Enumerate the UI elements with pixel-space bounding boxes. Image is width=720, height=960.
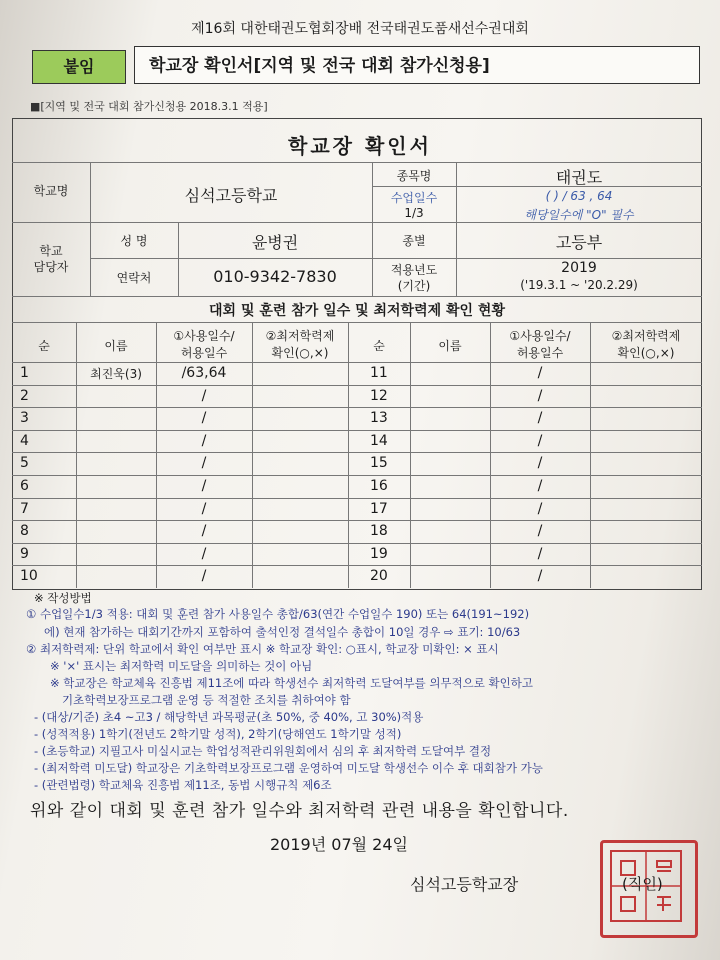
table-cell-left-days: /	[201, 387, 207, 404]
table-cell-left-name: 최진욱(3)	[90, 367, 142, 381]
event-title: 제16회 대한태권도협회장배 전국태권도품새선수권대회	[191, 21, 529, 37]
table-cell-left-days: /63,64	[181, 365, 227, 381]
principal-signature-line: 심석고등학교장	[410, 875, 519, 894]
days-note: 해당일수에 "O" 필수	[524, 208, 634, 222]
manager-label-2: 담당자	[33, 260, 69, 274]
apply-year: 2019	[561, 260, 597, 276]
table-cell-right-days: /	[537, 523, 543, 540]
table-cell-left-days: /	[201, 478, 207, 494]
table-cell-right-no: 14	[370, 432, 388, 449]
instruction-line-9: - (초등학교) 지필고사 미실시교는 학업성적관리위원회에서 심의 후 최저학력 도달여부 결정	[34, 744, 492, 758]
instruction-line-4: ※ '×' 표시는 최저학력 미도달을 의미하는 것이 아님	[50, 659, 313, 673]
seal-note: (직인)	[622, 875, 663, 893]
table-cell-right-no: 11	[370, 365, 388, 381]
col-days-right-2: 허용일수	[516, 346, 564, 360]
table-title: 대회 및 훈련 참가 일수 및 최저학력제 확인 현황	[209, 303, 505, 319]
form-note: ■[지역 및 전국 대회 참가신청용 2018.3.1 적용]	[30, 100, 268, 113]
apply-period: ('19.3.1 ~ '20.2.29)	[520, 278, 638, 292]
col-name-right: 이름	[438, 339, 462, 353]
form-title: 학교장 확인서	[288, 134, 432, 158]
instruction-line-1: ① 수업일수1/3 적용: 대회 및 훈련 참가 사용일수 총합/63(연간 수업일수 190) 또는 64(191~192)	[26, 607, 530, 621]
table-cell-right-days: /	[537, 432, 543, 449]
instruction-line-7: - (대상/기준) 초4 ~고3 / 해당학년 과목평균(초 50%, 중 40%, 고 30%)적용	[34, 710, 424, 724]
school-name: 심석고등학교	[184, 186, 278, 205]
issue-date: 2019년 07월 24일	[270, 835, 408, 854]
col-days-left-1: ①사용일수/	[173, 329, 235, 343]
table-cell-left-days: /	[201, 545, 207, 562]
event-value: 태권도	[555, 168, 603, 187]
table-cell-left-no: 8	[20, 523, 29, 540]
school-name-label: 학교명	[33, 184, 69, 198]
col-no-right: 순	[373, 339, 385, 353]
table-cell-left-no: 9	[20, 545, 29, 562]
table-cell-left-no: 4	[20, 432, 29, 449]
attachment-tag: 붙임	[32, 50, 126, 84]
instruction-line-2: 에) 현재 참가하는 대회기간까지 포함하여 출석인정 결석일수 총합이 10일 경우 ⇨ 표기: 10/63	[44, 625, 521, 639]
table-cell-right-no: 17	[370, 500, 388, 517]
instruction-line-10: - (최저학력 미도달) 학교장은 기초학력보장프로그램 운영하여 미도달 학생선수 이수 후 대회참가 가능	[34, 761, 543, 775]
table-cell-left-days: /	[201, 432, 207, 449]
contact-label: 연락처	[116, 271, 152, 285]
table-cell-right-no: 13	[370, 410, 388, 427]
days-label: 수업일수	[390, 191, 438, 205]
document-title: 학교장 확인서[지역 및 전국 대회 참가신청용]	[134, 46, 700, 84]
col-days-left-2: 허용일수	[180, 346, 228, 360]
table-cell-right-no: 19	[370, 545, 388, 562]
table-cell-right-no: 15	[370, 455, 388, 472]
col-name-left: 이름	[104, 339, 128, 353]
col-grade-right-1: ②최저학력제	[611, 329, 681, 343]
col-grade-left-2: 확인(○,×)	[271, 346, 329, 360]
instruction-line-11: - (관련법령) 학교체육 진흥법 제11조, 동법 시행규칙 제6조	[34, 778, 332, 792]
instructions-heading: ※ 작성방법	[34, 591, 92, 605]
table-cell-left-days: /	[201, 500, 207, 517]
table-cell-left-days: /	[201, 410, 207, 427]
category-value: 고등부	[555, 233, 603, 252]
days-value: ( ) / 63 , 64	[545, 189, 613, 203]
name-label: 성 명	[120, 234, 148, 248]
table-cell-right-days: /	[537, 500, 543, 517]
table-cell-right-days: /	[537, 568, 543, 585]
table-cell-left-no: 2	[20, 387, 29, 404]
col-days-right-1: ①사용일수/	[509, 329, 571, 343]
days-label-fraction: 1/3	[404, 206, 424, 220]
table-cell-left-days: /	[201, 455, 207, 472]
table-cell-left-days: /	[201, 523, 207, 540]
instruction-line-8: - (성적적용) 1학기(전년도 2학기말 성적), 2학기(당해연도 1학기말 성적)	[34, 727, 402, 741]
table-cell-right-days: /	[537, 387, 543, 404]
table-cell-right-no: 12	[370, 387, 388, 404]
apply-period-label: (기간)	[397, 279, 431, 293]
col-no-left: 순	[38, 339, 50, 353]
table-cell-right-days: /	[537, 478, 543, 494]
table-cell-left-no: 5	[20, 455, 29, 472]
manager-name: 윤병권	[251, 233, 299, 252]
event-label: 종목명	[396, 169, 432, 183]
table-cell-right-days: /	[537, 410, 543, 427]
table-cell-right-days: /	[537, 455, 543, 472]
table-cell-right-no: 16	[370, 478, 388, 494]
table-cell-left-no: 1	[20, 365, 29, 381]
manager-label-1: 학교	[39, 244, 63, 258]
col-grade-right-2: 확인(○,×)	[617, 346, 675, 360]
category-label: 종별	[402, 234, 426, 248]
apply-year-label: 적용년도	[390, 263, 438, 277]
table-cell-left-no: 6	[20, 478, 29, 494]
table-cell-left-no: 7	[20, 500, 29, 517]
table-cell-right-days: /	[537, 545, 543, 562]
contact-value: 010-9342-7830	[213, 267, 337, 286]
instruction-line-6: 기초학력보장프로그램 운영 등 적절한 조치를 취하여야 함	[62, 693, 351, 707]
instruction-line-5: ※ 학교장은 학교체육 진흥법 제11조에 따라 학생선수 최저학력 도달여부를 의무적으로 확인하고	[50, 676, 533, 690]
table-cell-right-days: /	[537, 365, 543, 381]
col-grade-left-1: ②최저학력제	[265, 329, 335, 343]
table-cell-left-no: 3	[20, 410, 29, 427]
instruction-line-3: ② 최저학력제: 단위 학교에서 확인 여부만 표시 ※ 학교장 확인: ○표시, 학교장 미확인: × 표시	[26, 642, 499, 656]
confirmation-statement: 위와 같이 대회 및 훈련 참가 일수와 최저학력 관련 내용을 확인합니다.	[30, 801, 569, 821]
table-cell-left-days: /	[201, 568, 207, 585]
table-cell-left-no: 10	[20, 568, 38, 585]
table-cell-right-no: 18	[370, 523, 388, 540]
table-cell-right-no: 20	[370, 568, 388, 585]
